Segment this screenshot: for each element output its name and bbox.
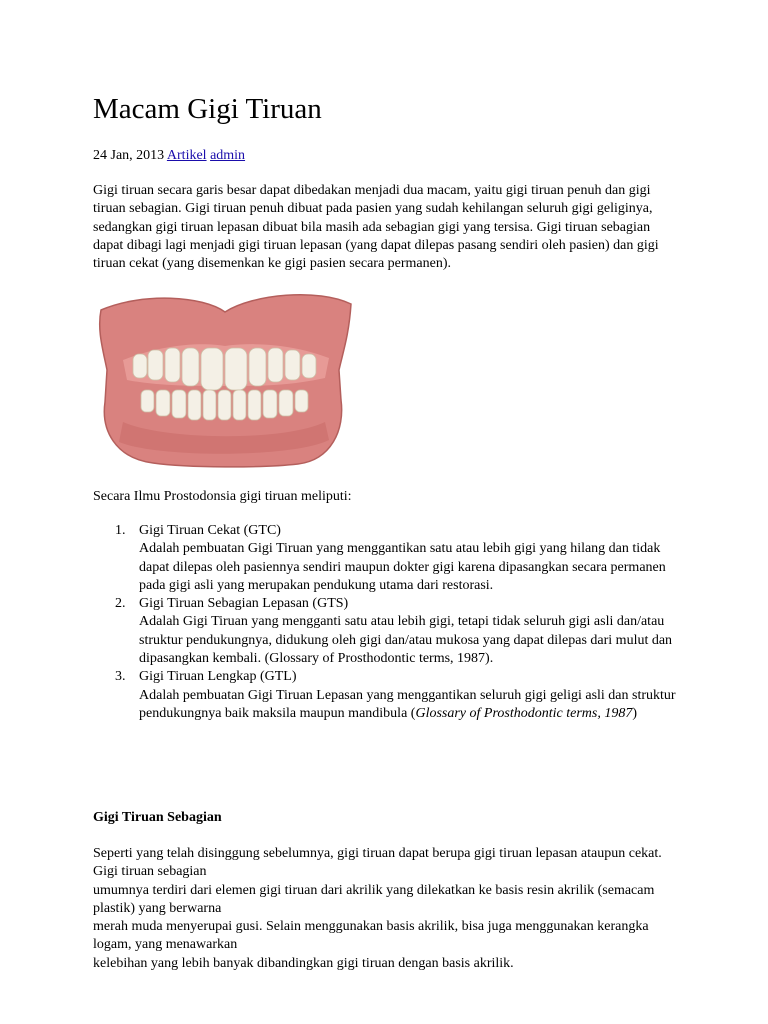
list-item-description: Adalah Gigi Tiruan yang mengganti satu atau lebih gigi, tetapi tidak seluruh gigi asli dan/atau struktur pendukungnya, didukung oleh gigi dan/atau mukosa yang dapat dilepas dari mulut dan dipasangkan kembali. (Glossary of Prosthodontic terms, 1987). <box>139 614 673 667</box>
list-item <box>115 522 683 595</box>
list-item-description <box>139 687 683 724</box>
list-item-title: Gigi Tiruan Sebagian Lepasan (GTS) <box>139 596 349 612</box>
list-number: 2. <box>115 596 126 612</box>
lead-paragraph: Secara Ilmu Prostodonsia gigi tiruan meliputi: <box>93 489 352 504</box>
section-line: Seperti yang telah disinggung sebelumnya, gigi tiruan dapat berupa gigi tiruan lepasan ataupun cekat. Gigi tiruan sebagian <box>93 846 662 880</box>
list-item-title: Gigi Tiruan Cekat (GTC) <box>139 523 281 538</box>
list-item-title: Gigi Tiruan Lengkap (GTL) <box>139 669 297 685</box>
post-date: 24 Jan, 2013 <box>93 148 165 163</box>
denture-photo <box>93 290 358 468</box>
section-line: umumnya terdiri dari elemen gigi tiruan dari akrilik yang dilekatkan ke basis resin akrilik (semacam plastik) yang berwarna <box>93 882 655 916</box>
section-line: kelebihan yang lebih banyak dibandingkan gigi tiruan dengan basis akrilik. <box>93 955 514 971</box>
author-link[interactable]: admin <box>210 148 246 163</box>
list-number: 1. <box>115 523 126 538</box>
description-text: Adalah pembuatan Gigi Tiruan Lepasan yang menggantikan seluruh gigi geligi asli dan struktur pendukungnya baik maksila maupun mandibula ( <box>139 687 676 721</box>
category-link[interactable]: Artikel <box>166 148 207 163</box>
intro-paragraph: Gigi tiruan secara garis besar dapat dibedakan menjadi dua macam, yaitu gigi tiruan penuh dan gigi tiruan sebagian. Gigi tiruan penuh dibuat pada pasien yang sudah kehilangan seluruh gigi geliginya, sedangkan gigi tiruan lepasan dibuat bila masih ada sebagian gigi yang tersisa. Gigi tiruan sebagian dapat dibagi lagi menjadi gigi tiruan lepasan (yang dapat dilepas pasang sendiri oleh pasien) dan gigi tiruan cekat (yang disemenkan ke gigi pasien secara permanen). <box>93 183 659 272</box>
section-heading: Gigi Tiruan Sebagian <box>93 810 222 825</box>
section-paragraph <box>93 845 683 973</box>
citation: Glossary of Prosthodontic terms, 1987 <box>415 705 633 721</box>
list-number: 3. <box>115 669 126 685</box>
article-title: Macam Gigi Tiruan <box>93 93 322 125</box>
list-item <box>115 668 683 723</box>
denture-types-list <box>115 522 683 723</box>
list-item <box>115 595 683 668</box>
description-close: ) <box>632 705 637 721</box>
post-meta <box>93 148 245 164</box>
list-item-description: Adalah pembuatan Gigi Tiruan yang menggantikan satu atau lebih gigi yang hilang dan tidak dapat dilepas oleh pasiennya sendiri maupun dokter gigi karena dipasangkan secara permanen pada gigi asli yang merupakan pendukung utama dari restorasi. <box>139 541 666 593</box>
section-line: merah muda menyerupai gusi. Selain menggunakan basis akrilik, bisa juga menggunakan kerangka logam, yang menawarkan <box>93 919 649 953</box>
